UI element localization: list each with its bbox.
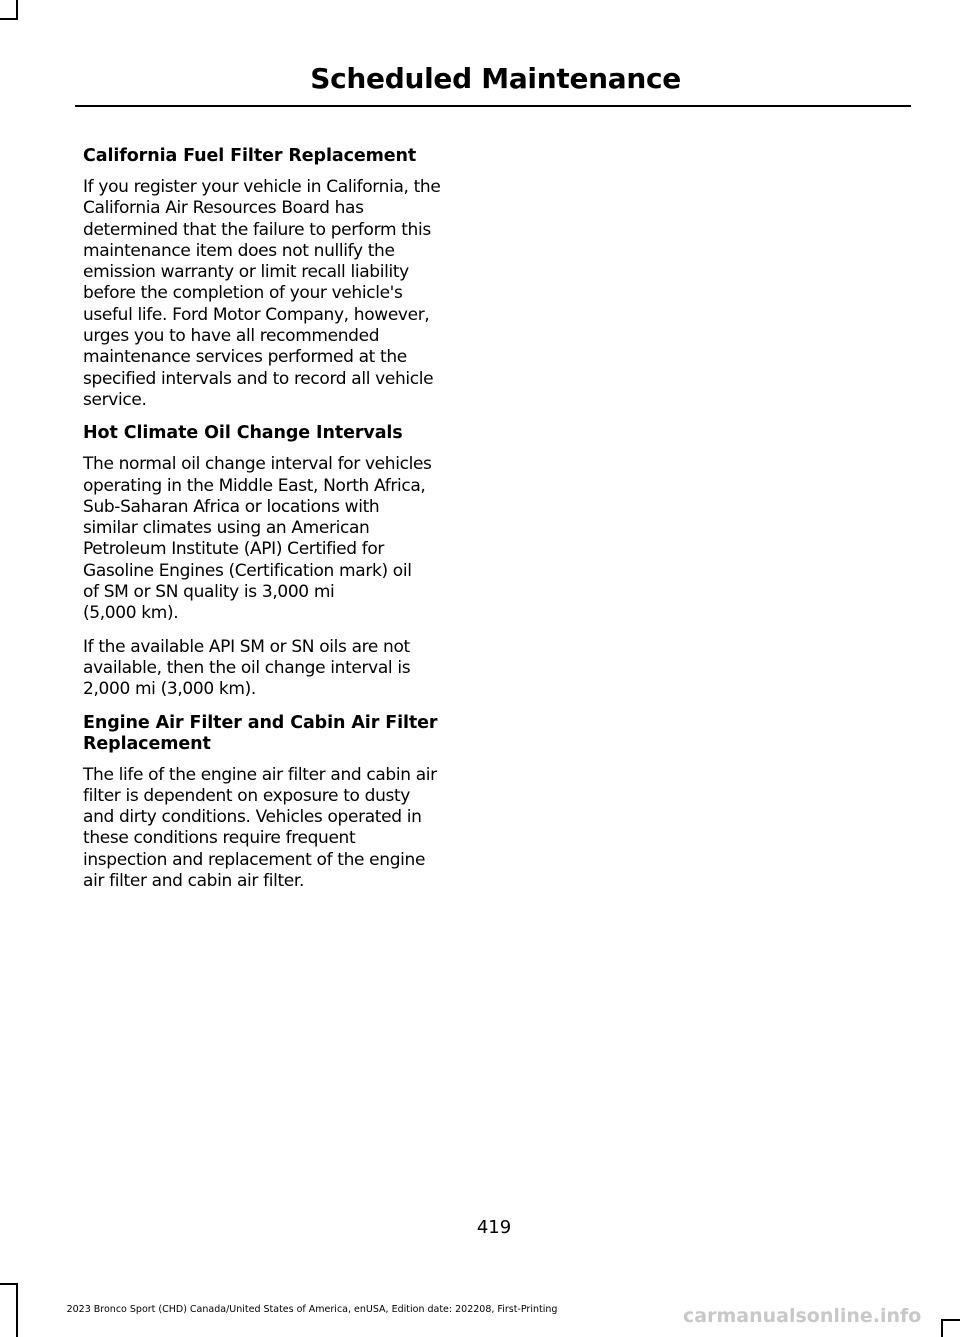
main-content [83,146,481,904]
text-line: these conditions require frequent [83,828,356,849]
section-heading: Engine Air Filter and Cabin Air Filter Replacement [83,712,438,754]
crop-mark-bottom-right-horizontal [941,1319,960,1321]
paragraph [83,177,481,411]
text-line: before the completion of your vehicle's [83,283,403,304]
crop-mark-bottom-right-vertical [941,1319,943,1337]
text-line: specified intervals and to record all vehicle [83,368,434,389]
section-heading: Hot Climate Oil Change Intervals [83,423,403,444]
text-line: emission warranty or limit recall liability [83,262,409,283]
section-hot-climate-oil-change [83,423,481,700]
text-line: Gasoline Engines (Certification mark) oil [83,560,412,581]
text-line: (5,000 km). [83,603,179,624]
text-line: operating in the Middle East, North Africa, [83,475,426,496]
section-engine-cabin-air-filter [83,713,481,893]
text-line: urges you to have all recommended [83,326,380,347]
section-california-fuel-filter [83,146,481,411]
text-line: determined that the failure to perform this [83,219,431,240]
page-title: Scheduled Maintenance [310,62,681,95]
text-line: maintenance item does not nullify the [83,240,395,261]
text-line: If you register your vehicle in California, the [83,177,441,197]
text-line: If the available API SM or SN oils are not [83,636,410,657]
section-heading: California Fuel Filter Replacement [83,146,417,166]
text-line: and dirty conditions. Vehicles operated in [83,807,422,828]
page-number: 419 [476,1217,512,1238]
watermark: carmanualsonline.info [683,1305,922,1327]
text-line: The life of the engine air filter and cabin air [83,764,437,785]
text-line: similar climates using an American [83,518,370,539]
text-line: air filter and cabin air filter. [83,871,305,892]
text-line: inspection and replacement of the engine [83,849,426,870]
text-line: 2,000 mi (3,000 km). [83,679,256,700]
text-line: available, then the oil change interval is [83,657,411,678]
footer-edition-info: 2023 Bronco Sport (CHD) Canada/United States of America, enUSA, Edition date: 202208, First-Printing [66,1304,558,1315]
page-header [75,56,911,106]
text-line: Sub-Saharan Africa or locations with [83,496,380,517]
paragraph [83,765,481,893]
text-line: useful life. Ford Motor Company, however, [83,304,430,325]
text-line: The normal oil change interval for vehicles [83,454,432,475]
text-line: service. [83,389,147,410]
text-line: maintenance services performed at the [83,347,407,368]
paragraph [83,454,481,624]
header-rule [75,105,911,107]
text-line: filter is dependent on exposure to dusty [83,785,411,806]
crop-mark-bottom-left-horizontal [0,1283,18,1285]
text-line: Petroleum Institute (API) Certified for [83,539,385,560]
text-line: of SM or SN quality is 3,000 mi [83,582,335,603]
paragraph [83,637,481,701]
crop-mark-top-left-vertical [16,0,18,18]
crop-mark-top-left-horizontal [0,18,18,20]
text-line: California Air Resources Board has [83,198,364,219]
